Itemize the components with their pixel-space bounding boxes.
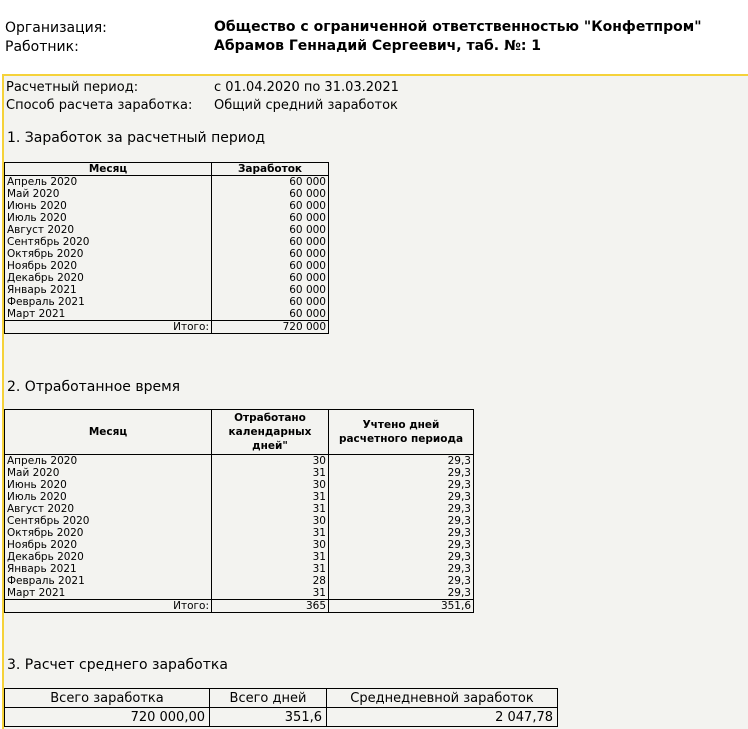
worked-counted: 29,3 — [329, 527, 474, 539]
method-label: Способ расчета заработка: — [6, 98, 193, 113]
method-value: Общий средний заработок — [214, 98, 398, 113]
average-col-daily: Среднедневной заработок — [327, 689, 558, 708]
earnings-row — [5, 200, 329, 212]
worked-days: 31 — [212, 587, 329, 600]
worked-counted: 29,3 — [329, 479, 474, 491]
earnings-month: Июнь 2020 — [5, 200, 212, 212]
earnings-col-month: Месяц — [5, 163, 212, 176]
worked-month: Июнь 2020 — [5, 479, 212, 491]
earnings-amount: 60 000 — [212, 212, 329, 224]
org-label: Организация: — [5, 20, 107, 36]
worked-counted: 29,3 — [329, 575, 474, 587]
earnings-month: Август 2020 — [5, 224, 212, 236]
earnings-amount: 60 000 — [212, 260, 329, 272]
earnings-total-row — [5, 321, 329, 334]
worked-days: 31 — [212, 503, 329, 515]
worked-row — [5, 587, 474, 600]
earnings-row — [5, 308, 329, 321]
earnings-amount: 60 000 — [212, 236, 329, 248]
earnings-amount: 60 000 — [212, 224, 329, 236]
worked-month: Октябрь 2020 — [5, 527, 212, 539]
earnings-month: Май 2020 — [5, 188, 212, 200]
earnings-month: Октябрь 2020 — [5, 248, 212, 260]
worked-month: Сентябрь 2020 — [5, 515, 212, 527]
worked-days: 28 — [212, 575, 329, 587]
worked-counted: 29,3 — [329, 455, 474, 468]
worked-days: 31 — [212, 563, 329, 575]
worked-month: Июль 2020 — [5, 491, 212, 503]
earnings-table — [4, 162, 329, 334]
employee-value: Абрамов Геннадий Сергеевич, таб. №: 1 — [214, 38, 542, 54]
earnings-row — [5, 296, 329, 308]
earnings-total-label: Итого: — [5, 321, 212, 334]
worked-counted: 29,3 — [329, 587, 474, 600]
earnings-row — [5, 176, 329, 189]
earnings-month: Февраль 2021 — [5, 296, 212, 308]
worked-days: 31 — [212, 491, 329, 503]
earnings-amount: 60 000 — [212, 200, 329, 212]
worked-row — [5, 563, 474, 575]
worked-days: 30 — [212, 515, 329, 527]
earnings-total-amount: 720 000 — [212, 321, 329, 334]
earnings-amount: 60 000 — [212, 176, 329, 189]
worked-total-row — [5, 600, 474, 613]
worked-month: Апрель 2020 — [5, 455, 212, 468]
worked-row — [5, 479, 474, 491]
earnings-month: Апрель 2020 — [5, 176, 212, 189]
worked-total-counted: 351,6 — [329, 600, 474, 613]
average-daily-value: 2 047,78 — [327, 708, 558, 727]
report-header — [0, 0, 748, 74]
average-section-title: 3. Расчет среднего заработка — [7, 657, 228, 673]
earnings-section-title: 1. Заработок за расчетный период — [7, 130, 266, 146]
employee-label: Работник: — [5, 39, 79, 55]
worked-days: 31 — [212, 467, 329, 479]
average-total-value: 720 000,00 — [5, 708, 210, 727]
earnings-row — [5, 272, 329, 284]
worked-month: Май 2020 — [5, 467, 212, 479]
earnings-month: Ноябрь 2020 — [5, 260, 212, 272]
worked-row — [5, 527, 474, 539]
worked-row — [5, 455, 474, 468]
earnings-row — [5, 260, 329, 272]
average-days-value: 351,6 — [210, 708, 327, 727]
worked-col-counted: Учтено дней расчетного периода — [329, 410, 474, 455]
earnings-month: Декабрь 2020 — [5, 272, 212, 284]
earnings-amount: 60 000 — [212, 272, 329, 284]
earnings-row — [5, 212, 329, 224]
worked-col-month: Месяц — [5, 410, 212, 455]
worked-row — [5, 551, 474, 563]
worked-row — [5, 467, 474, 479]
earnings-month: Март 2021 — [5, 308, 212, 321]
period-label: Расчетный период: — [6, 80, 139, 95]
earnings-amount: 60 000 — [212, 188, 329, 200]
worked-counted: 29,3 — [329, 515, 474, 527]
earnings-month: Июль 2020 — [5, 212, 212, 224]
worked-month: Январь 2021 — [5, 563, 212, 575]
worked-row — [5, 575, 474, 587]
earnings-row — [5, 188, 329, 200]
worked-col-days: Отработано календарных дней" — [212, 410, 329, 455]
worked-days: 30 — [212, 455, 329, 468]
worked-days: 30 — [212, 479, 329, 491]
worked-table — [4, 409, 474, 613]
average-col-days: Всего дней — [210, 689, 327, 708]
earnings-row — [5, 224, 329, 236]
earnings-month: Январь 2021 — [5, 284, 212, 296]
earnings-row — [5, 248, 329, 260]
earnings-amount: 60 000 — [212, 296, 329, 308]
period-value: с 01.04.2020 по 31.03.2021 — [214, 80, 399, 95]
earnings-row — [5, 284, 329, 296]
earnings-col-amount: Заработок — [212, 163, 329, 176]
worked-row — [5, 515, 474, 527]
worked-counted: 29,3 — [329, 491, 474, 503]
worked-counted: 29,3 — [329, 467, 474, 479]
worked-days: 31 — [212, 551, 329, 563]
worked-total-days: 365 — [212, 600, 329, 613]
earnings-amount: 60 000 — [212, 248, 329, 260]
worked-section-title: 2. Отработанное время — [7, 379, 181, 395]
earnings-row — [5, 236, 329, 248]
earnings-amount: 60 000 — [212, 308, 329, 321]
worked-counted: 29,3 — [329, 503, 474, 515]
worked-month: Март 2021 — [5, 587, 212, 600]
worked-counted: 29,3 — [329, 551, 474, 563]
worked-counted: 29,3 — [329, 539, 474, 551]
average-table — [4, 688, 558, 727]
worked-month: Ноябрь 2020 — [5, 539, 212, 551]
org-value: Общество с ограниченной ответственностью "Конфетпром" — [214, 19, 702, 35]
worked-days: 30 — [212, 539, 329, 551]
worked-month: Февраль 2021 — [5, 575, 212, 587]
worked-row — [5, 539, 474, 551]
average-col-total: Всего заработка — [5, 689, 210, 708]
worked-counted: 29,3 — [329, 563, 474, 575]
worked-month: Декабрь 2020 — [5, 551, 212, 563]
worked-row — [5, 503, 474, 515]
worked-days: 31 — [212, 527, 329, 539]
worked-month: Август 2020 — [5, 503, 212, 515]
report-body — [2, 74, 748, 729]
worked-total-label: Итого: — [5, 600, 212, 613]
worked-row — [5, 491, 474, 503]
earnings-month: Сентябрь 2020 — [5, 236, 212, 248]
earnings-amount: 60 000 — [212, 284, 329, 296]
